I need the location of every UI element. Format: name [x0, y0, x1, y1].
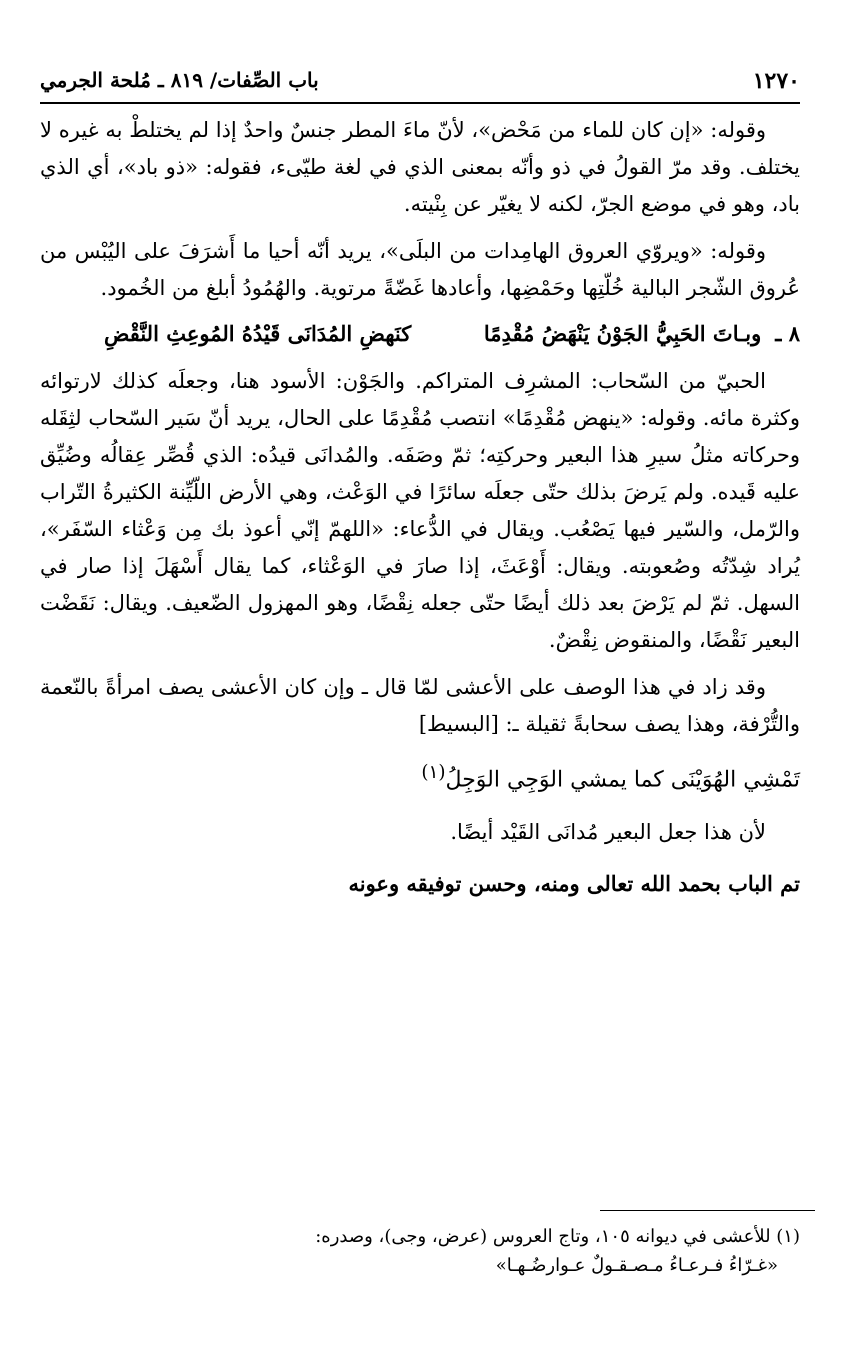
verse-first-hemistich: وبـاتَ الحَبِيُّ الجَوْنُ يَنْهَضُ مُقْدِمًا: [483, 321, 762, 346]
verse-number: ٨ ـ: [775, 321, 800, 346]
footnote-1-quote: «غـرّاءُ فـرعـاءُ مـصـقـولٌ عـوارضُـهـا»: [495, 1255, 778, 1276]
page-number: ١٢٧٠: [752, 68, 800, 94]
extra-paragraph: وقد زاد في هذا الوصف على الأعشى لمّا قال ـ وإن كان الأعشى يصف امرأةً بالنّعمة والتُّرْفة، وهذا يصف سحابةً ثقيلة ـ: [البسيط]: [40, 675, 800, 736]
commentary-paragraph: الحبيّ من السّحاب: المشرِف المتراكم. والجَوْن: الأسود هنا، وجعلَه كذلك لارتوائه وكثرة مائه. وقوله: «ينهض مُقْدِمًا» انتصب مُقْدِمًا على الحال، يريد أنّ سَير السّحاب لثِقَله وحركاته مثلُ سيرِ هذا البعير وحركتِه؛ ثمّ وصَفَه. والمُدانَى قيدُه: الذي قُصِّر عِقالُه وضُيِّق عليه قَيده. ولم يَرضَ بذلك حتّى جعلَه سائرًا في الوَعْث، وهي الأرض اللّيِّنة الكثيرةُ التّراب والرّمل، والسّير فيها يَصْعُب. ويقال في الدُّعاء: «اللهمّ إنّي أعوذ بك مِن وَعْثاء السّفَر»، يُراد شِدّتُه وصُعوبته. ويقال: أَوْعَثَ، إذا صارَ في الوَعْثاء، كما يقال أَسْهَلَ إذا صار في السهل. ثمّ لم يَرْضَ بعد ذلك أيضًا حتّى جعله نِقْضًا، وهو المهزول الضّعيف. ويقال: نَقَضْت البعير نَقْضًا، والمنقوض نِقْضٌ.: [40, 369, 800, 652]
footnote-marker: (١): [421, 762, 446, 783]
verse-line: [40, 317, 800, 351]
footnotes: [40, 1222, 800, 1280]
main-text: [40, 112, 800, 902]
closing-line: تم الباب بحمد الله تعالى ومنه، وحسن توفيقه وعونه: [348, 871, 800, 897]
verse-second-hemistich: كنَهضِ المُدَانَى قَيْدُهُ المُوعِثِ النَّقْضِ: [103, 321, 412, 346]
after-quote-line: لأن هذا جعل البعير مُدانَى القَيْد أيضًا.: [450, 820, 766, 845]
header-rule: [40, 102, 800, 104]
running-header: [40, 62, 800, 102]
footnote-1: (١) للأعشى في ديوانه ١٠٥، وتاج العروس (عرض، وجى)، وصدره:: [315, 1226, 800, 1247]
quoted-hemistich: [40, 753, 800, 800]
paragraph-1: وقوله: «إن كان للماء من مَحْض»، لأنّ ماءَ المطر جنسٌ واحدٌ إذا لم يختلطْ به غيره لا يختلف. وقد مرّ القولُ في ذو وأنّه بمعنى الذي في لغة طيّىء، فقوله: «ذو باد»، أي الذي باد، وهو في موضع الجرّ، لكنه لا يغيّر عن بِنْيته.: [40, 118, 800, 216]
footnote-rule: [600, 1210, 815, 1211]
running-title: باب الصِّفات/ ٨١٩ ـ مُلحة الجرمي: [40, 68, 319, 92]
quoted-hemistich-text: تَمْشِي الهُوَيْنَى كما يمشي الوَجِي الوَجِلُ: [445, 767, 800, 793]
paragraph-2: وقوله: «ويروّي العروق الهامِدات من البلَى»، يريد أنّه أحيا ما أَشرَفَ على اليُبْس من عُروق الشّجر البالية خُلّتِها وحَمْضِها، وأعادها غَضّةً مرتوية. والهُمُودُ أبلغ من الخُمود.: [40, 239, 800, 300]
